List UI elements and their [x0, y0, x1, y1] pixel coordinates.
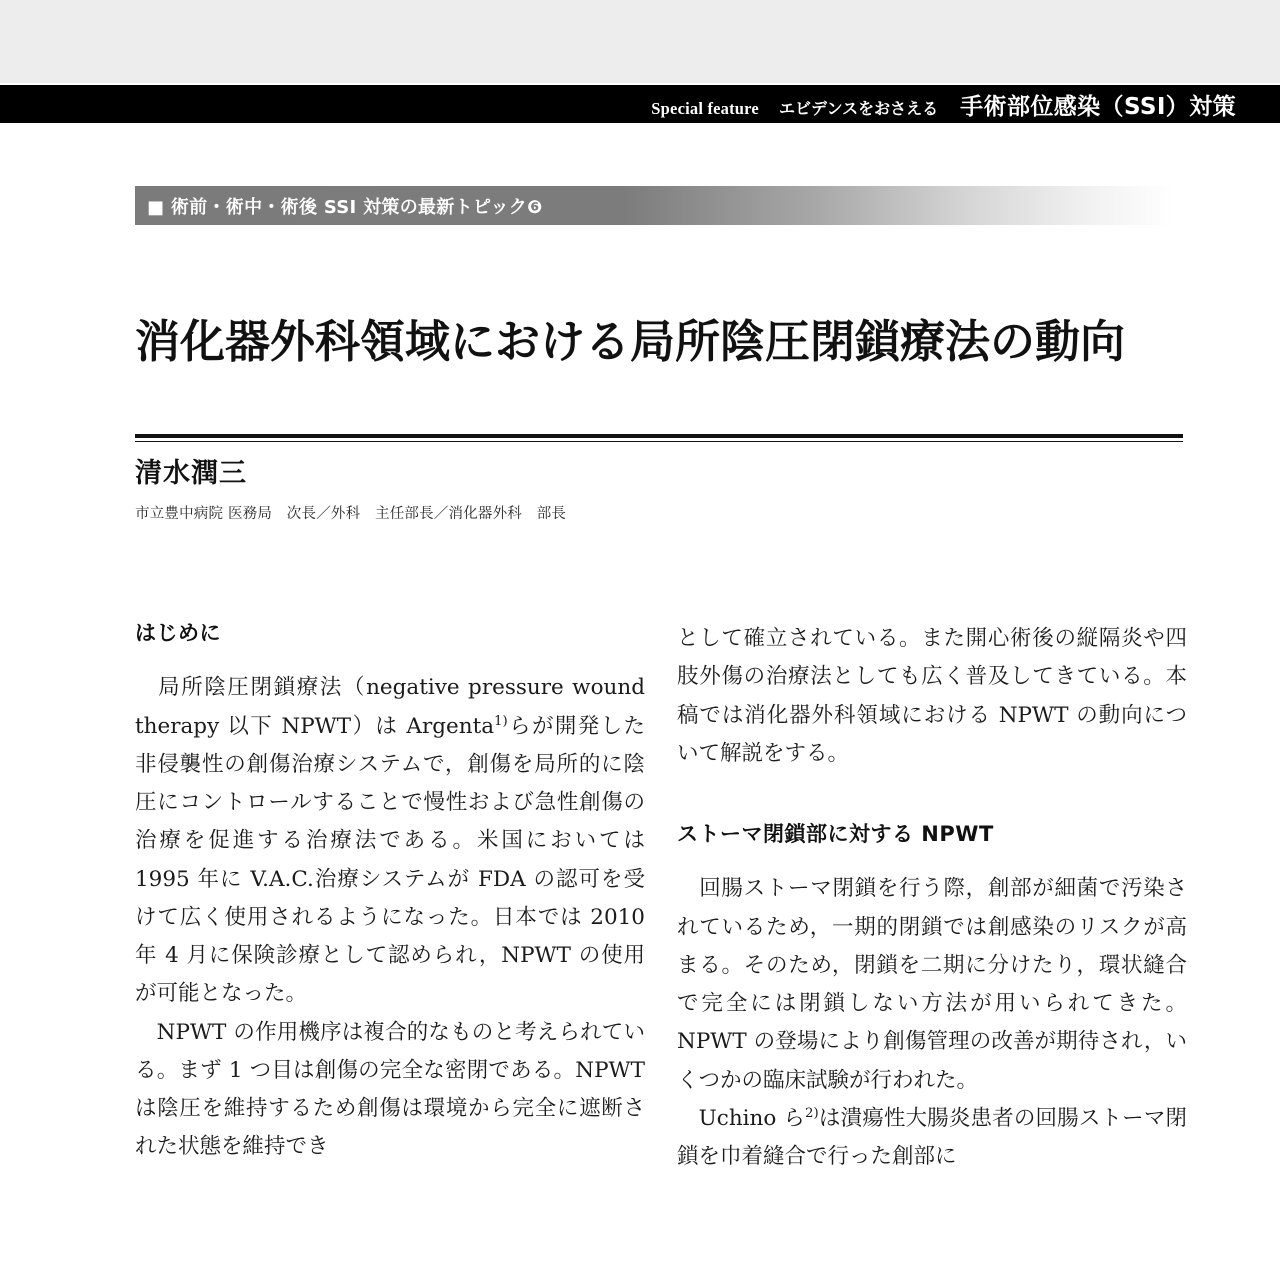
topic-strip-label: ■ 術前・術中・術後 SSI 対策の最新トピック❻	[147, 196, 543, 218]
paragraph-intro-1	[135, 669, 645, 1013]
topic-strip-banner	[135, 186, 1175, 225]
divider-thick-line	[135, 434, 1183, 438]
running-head-content	[651, 88, 1236, 121]
paragraph-intro-1-text-b: らが開発した非侵襲性の創傷治療システムで，創傷を局所的に陰圧にコントロールすることで慢性および急性創傷の治療を促進する治療法である。米国においては 1995 年に V.A.C.治療システムが FDA の認可を受けて広く使用されるようになった。日本では 2010 年 4 月に保険診療として認められ，NPWT の使用が可能となった。	[135, 713, 645, 1007]
author-name: 清水潤三	[135, 458, 247, 489]
right-column	[677, 620, 1187, 1280]
section-heading-stoma-closure-npwt: ストーマ閉鎖部に対する NPWT	[677, 822, 994, 847]
body-columns	[135, 620, 1187, 1280]
paragraph-stoma-2	[677, 1100, 1187, 1177]
article-title: 消化器外科領域における局所陰圧閉鎖療法の動向	[135, 315, 1126, 369]
reference-marker-1: 1)	[494, 713, 508, 729]
running-head-subtitle: エビデンスをおさえる	[778, 98, 939, 118]
running-head-main-title: 手術部位感染（SSI）対策	[960, 93, 1236, 120]
left-column	[135, 620, 645, 1280]
title-divider	[135, 434, 1183, 442]
top-gray-band	[0, 0, 1280, 83]
paragraph-stoma-1: 回腸ストーマ閉鎖を行う際，創部が細菌で汚染されているため，一期的閉鎖では創感染のリスクが高まる。そのため，閉鎖を二期に分けたり，環状縫合で完全には閉鎖しない方法が用いられてきた。NPWT の登場により創傷管理の改善が期待され，いくつかの臨床試験が行われた。	[677, 876, 1187, 1093]
paragraph-intro-2: NPWT の作用機序は複合的なものと考えられている。まず 1 つ目は創傷の完全な密閉である。NPWT は陰圧を維持するため創傷は環境から完全に遮断された状態を維持でき	[135, 1019, 645, 1160]
paragraph-stoma-2-text: は潰瘍性大腸炎患者の回腸ストーマ閉鎖を巾着縫合で行った創部に	[677, 1105, 1187, 1170]
paragraph-intro-1-text-a: 局所陰圧閉鎖療法（negative pressure wound therapy 以下 NPWT）は Argenta	[135, 675, 645, 739]
reference-marker-2: 2)	[805, 1105, 819, 1121]
author-affiliation: 市立豊中病院 医務局 次長／外科 主任部長／消化器外科 部長	[135, 506, 567, 523]
divider-thin-line	[135, 441, 1183, 442]
running-head-special-feature-label: Special feature	[651, 98, 759, 118]
section-heading-introduction: はじめに	[135, 621, 221, 645]
paragraph-intro-3-continued: として確立されている。また開心術後の縦隔炎や四肢外傷の治療法としても広く普及してきている。本稿では消化器外科領域における NPWT の動向について解説をする。	[677, 626, 1187, 766]
byline	[135, 458, 1035, 523]
running-head-bar	[0, 85, 1280, 123]
paragraph-stoma-2-lead: Uchino ら	[698, 1105, 806, 1131]
